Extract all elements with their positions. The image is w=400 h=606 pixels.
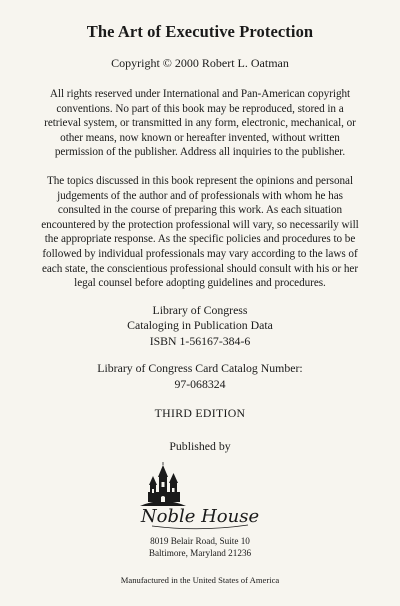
- topics-line: consulted in the course of preparing this work. As each situation: [57, 204, 343, 217]
- book-title: The Art of Executive Protection: [86, 22, 314, 41]
- card-catalog-number: 97-068324: [174, 376, 226, 391]
- topics-line: judgements of the author and of professionals with whom he has: [57, 189, 343, 202]
- isbn: ISBN 1-56167-384-6: [149, 333, 251, 348]
- rights-line: permission of the publisher. Address all inquiries to the publisher.: [54, 146, 346, 159]
- card-catalog-label: Library of Congress Card Catalog Number:: [97, 361, 303, 376]
- publisher-address: [28, 536, 372, 559]
- cip-line: Cataloging in Publication Data: [127, 318, 273, 333]
- topics-line: each state, the conscientious professional should consult with his or her: [41, 262, 359, 275]
- manufactured-line: Manufactured in the United States of America: [120, 575, 280, 586]
- topics-line: legal counsel before adopting guidelines and procedures.: [74, 277, 326, 290]
- topics-paragraph: [28, 174, 372, 291]
- publisher-logo: [130, 462, 270, 534]
- edition: THIRD EDITION: [154, 406, 246, 421]
- noble-house-wordmark: Noble House: [140, 506, 260, 528]
- published-by: Published by: [169, 439, 231, 454]
- rights-line: All rights reserved under International and Pan-American copyright: [49, 88, 351, 100]
- rights-line: conventions. No part of this book may be reproduced, stored in a: [56, 102, 344, 115]
- noble-house-castle-logo: [130, 462, 270, 534]
- topics-line: The topics discussed in this book represent the opinions and personal: [46, 174, 353, 187]
- address-line: 8019 Belair Road, Suite 10: [150, 536, 250, 547]
- cip-line: Library of Congress: [152, 302, 248, 317]
- rights-paragraph: [28, 87, 372, 160]
- copyright-line: Copyright © 2000 Robert L. Oatman: [111, 56, 289, 70]
- card-catalog-block: [28, 361, 372, 392]
- address-line: Baltimore, Maryland 21236: [148, 547, 252, 558]
- topics-line: the appropriate response. As the specific policies and procedures to be: [44, 233, 356, 246]
- topics-line: encountered by the protection professional will vary, so necessarily will: [41, 218, 359, 231]
- rights-line: retrieval system, or transmitted in any form, electronic, mechanical, or: [44, 117, 356, 130]
- rights-line: other means, now known or hereafter invented, without written: [60, 131, 340, 144]
- cip-block: [28, 303, 372, 350]
- topics-line: followed by individual professionals may vary according to the laws of: [42, 247, 358, 260]
